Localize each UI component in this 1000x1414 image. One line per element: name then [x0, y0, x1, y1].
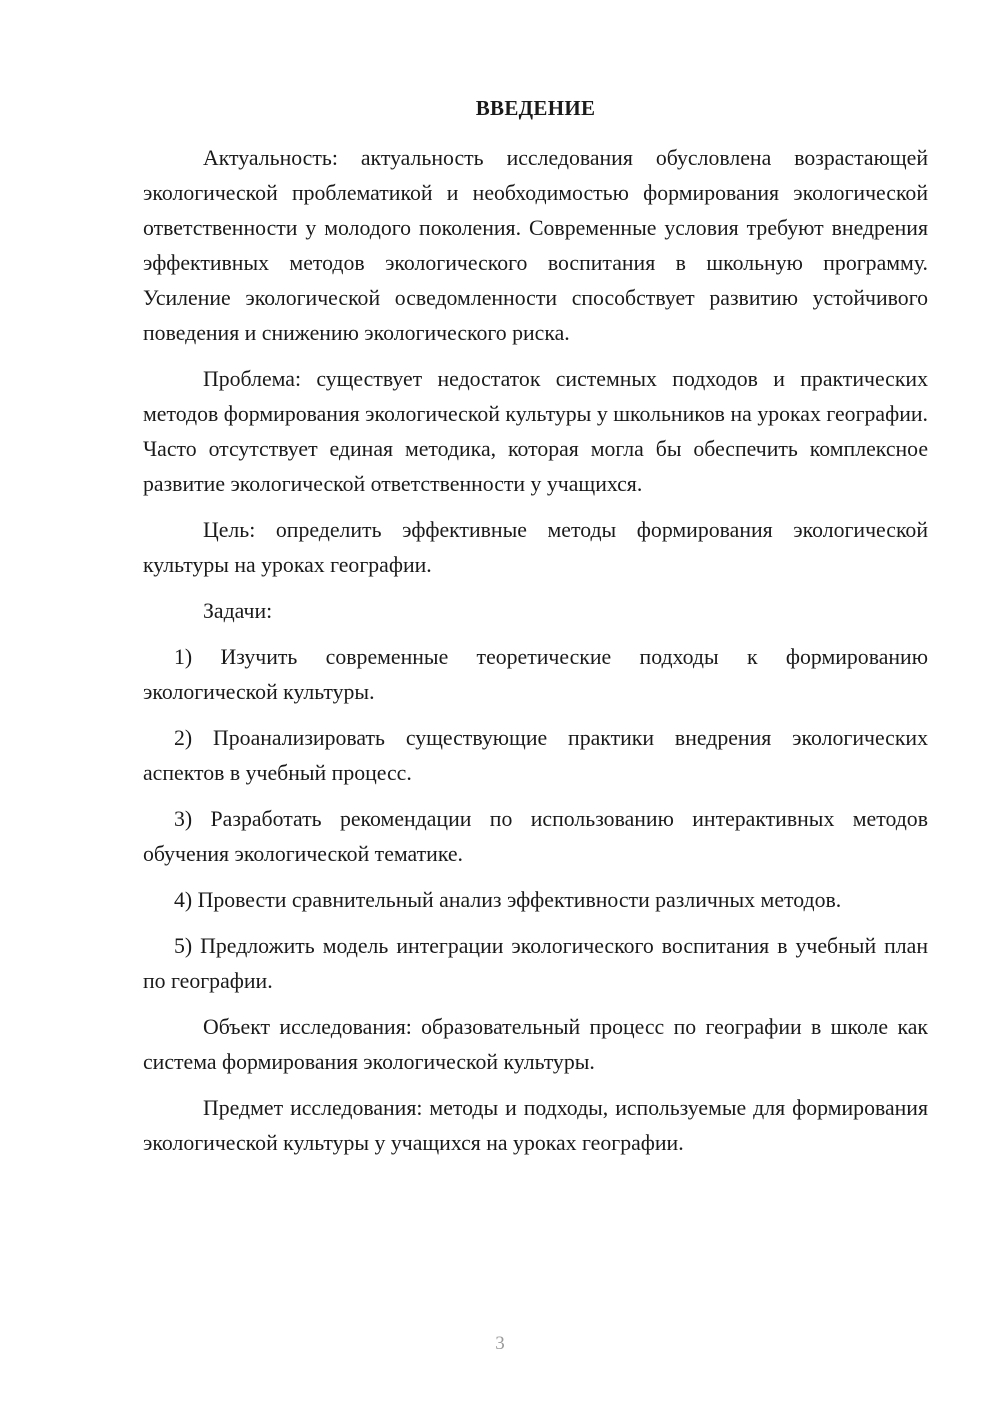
paragraph-subject: Предмет исследования: методы и подходы, используемые для формирования экологической культуры у учащихся на уроках географии. [143, 1096, 928, 1155]
tasks-heading: Задачи: [203, 599, 273, 623]
task-item-5: 5) Предложить модель интеграции экологического воспитания в учебный план по географии. [143, 934, 928, 993]
paragraph-problem: Проблема: существует недостаток системных подходов и практических методов формирования экологической культуры у школьников на уроках географии. Часто отсутствует единая методика, которая могла бы обеспечить комплексное развитие экологической ответственности у учащихся. [143, 367, 928, 496]
paragraph-goal: Цель: определить эффективные методы формирования экологической культуры на уроках географии. [143, 518, 928, 577]
page-number: 3 [495, 1333, 505, 1354]
paragraph-object: Объект исследования: образовательный процесс по географии в школе как система формирования экологической культуры. [143, 1015, 928, 1074]
document-page [143, 0, 928, 1414]
task-item-1: 1) Изучить современные теоретические подходы к формированию экологической культуры. [143, 645, 928, 704]
task-item-4: 4) Провести сравнительный анализ эффективности различных методов. [174, 888, 842, 912]
document-body [143, 141, 928, 1161]
task-item-2: 2) Проанализировать существующие практики внедрения экологических аспектов в учебный процесс. [143, 726, 928, 785]
task-item-3: 3) Разработать рекомендации по использованию интерактивных методов обучения экологической тематике. [143, 807, 928, 866]
page-title: ВВЕДЕНИЕ [475, 96, 596, 120]
paragraph-relevance: Актуальность: актуальность исследования обусловлена возрастающей экологической проблематикой и необходимостью формирования экологической ответственности у молодого поколения. Современные условия требуют внедрения эффективных методов экологического воспитания в школьную программу. Усиление экологической осведомленности способствует развитию устойчивого поведения и снижению экологического риска. [143, 146, 928, 345]
